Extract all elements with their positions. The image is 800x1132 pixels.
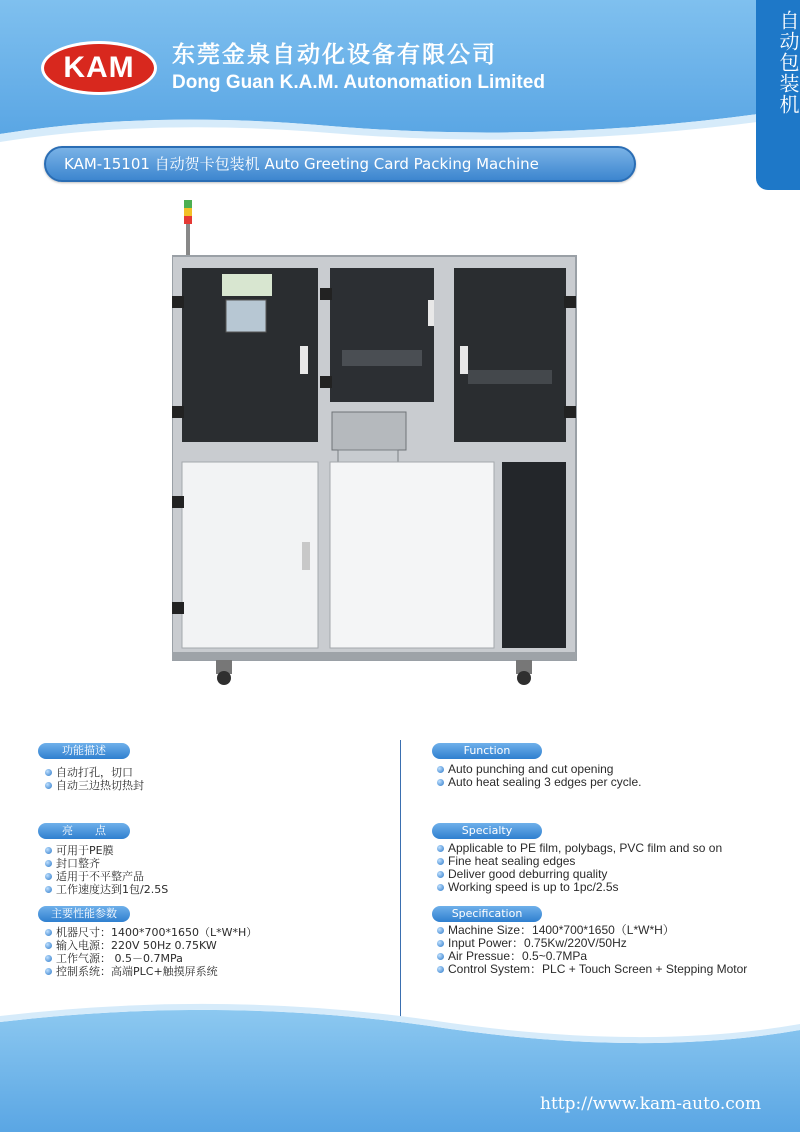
section-heading-function-en: Function [432,743,542,759]
highlights-list-cn [44,844,168,896]
section-heading-highlights-cn: 亮 点 [38,823,130,839]
list-item: Machine Size：1400*700*1650（L*W*H） [436,924,747,937]
list-item: 控制系统：高端PLC+触摸屏系统 [44,965,257,978]
list-item: 输入电源：220V 50Hz 0.75KW [44,939,257,952]
list-item: Deliver good deburring quality [436,868,722,881]
list-item: Control System：PLC + Touch Screen + Stepping Motor [436,963,747,976]
kam-logo [40,40,158,96]
list-item: 可用于PE膜 [44,844,168,857]
section-heading-specification-en: Specification [432,906,542,922]
section-heading-specialty-en: Specialty [432,823,542,839]
list-item: 工作气源： 0.5－0.7MPa [44,952,257,965]
list-item: Applicable to PE film, polybags, PVC film and so on [436,842,722,855]
specialty-list-en [436,842,722,894]
category-side-tab [756,0,800,190]
specs-list-cn [44,926,257,978]
product-title: KAM-15101 自动贺卡包装机 Auto Greeting Card Packing Machine [64,155,539,173]
function-list-cn [44,766,144,792]
product-title-banner [44,146,636,182]
website-link[interactable]: http://www.kam-auto.com [540,1094,762,1114]
logo-text: KAM [63,51,135,84]
list-item: 机器尺寸：1400*700*1650（L*W*H） [44,926,257,939]
list-item: 封口整齐 [44,857,168,870]
list-item: Auto punching and cut opening [436,763,641,776]
list-item: Working speed is up to 1pc/2.5s [436,881,722,894]
list-item: 自动三边热切热封 [44,779,144,792]
list-item: Fine heat sealing edges [436,855,722,868]
list-item: 自动打孔，切口 [44,766,144,779]
company-name-cn: 东莞金泉自动化设备有限公司 [172,42,497,68]
list-item: Input Power：0.75Kw/220V/50Hz [436,937,747,950]
list-item: 适用于不平整产品 [44,870,168,883]
column-divider [400,740,401,1025]
category-side-tab-label: 自动包装机 [776,10,800,115]
section-heading-function-cn: 功能描述 [38,743,130,759]
specification-list-en [436,924,747,976]
list-item: 工作速度达到1包/2.5S [44,883,168,896]
machine-photo [172,200,580,688]
list-item: Air Pressue：0.5~0.7MPa [436,950,747,963]
company-name-en: Dong Guan K.A.M. Autonomation Limited [172,72,545,93]
function-list-en [436,763,641,789]
section-heading-specs-cn: 主要性能参数 [38,906,130,922]
list-item: Auto heat sealing 3 edges per cycle. [436,776,641,789]
